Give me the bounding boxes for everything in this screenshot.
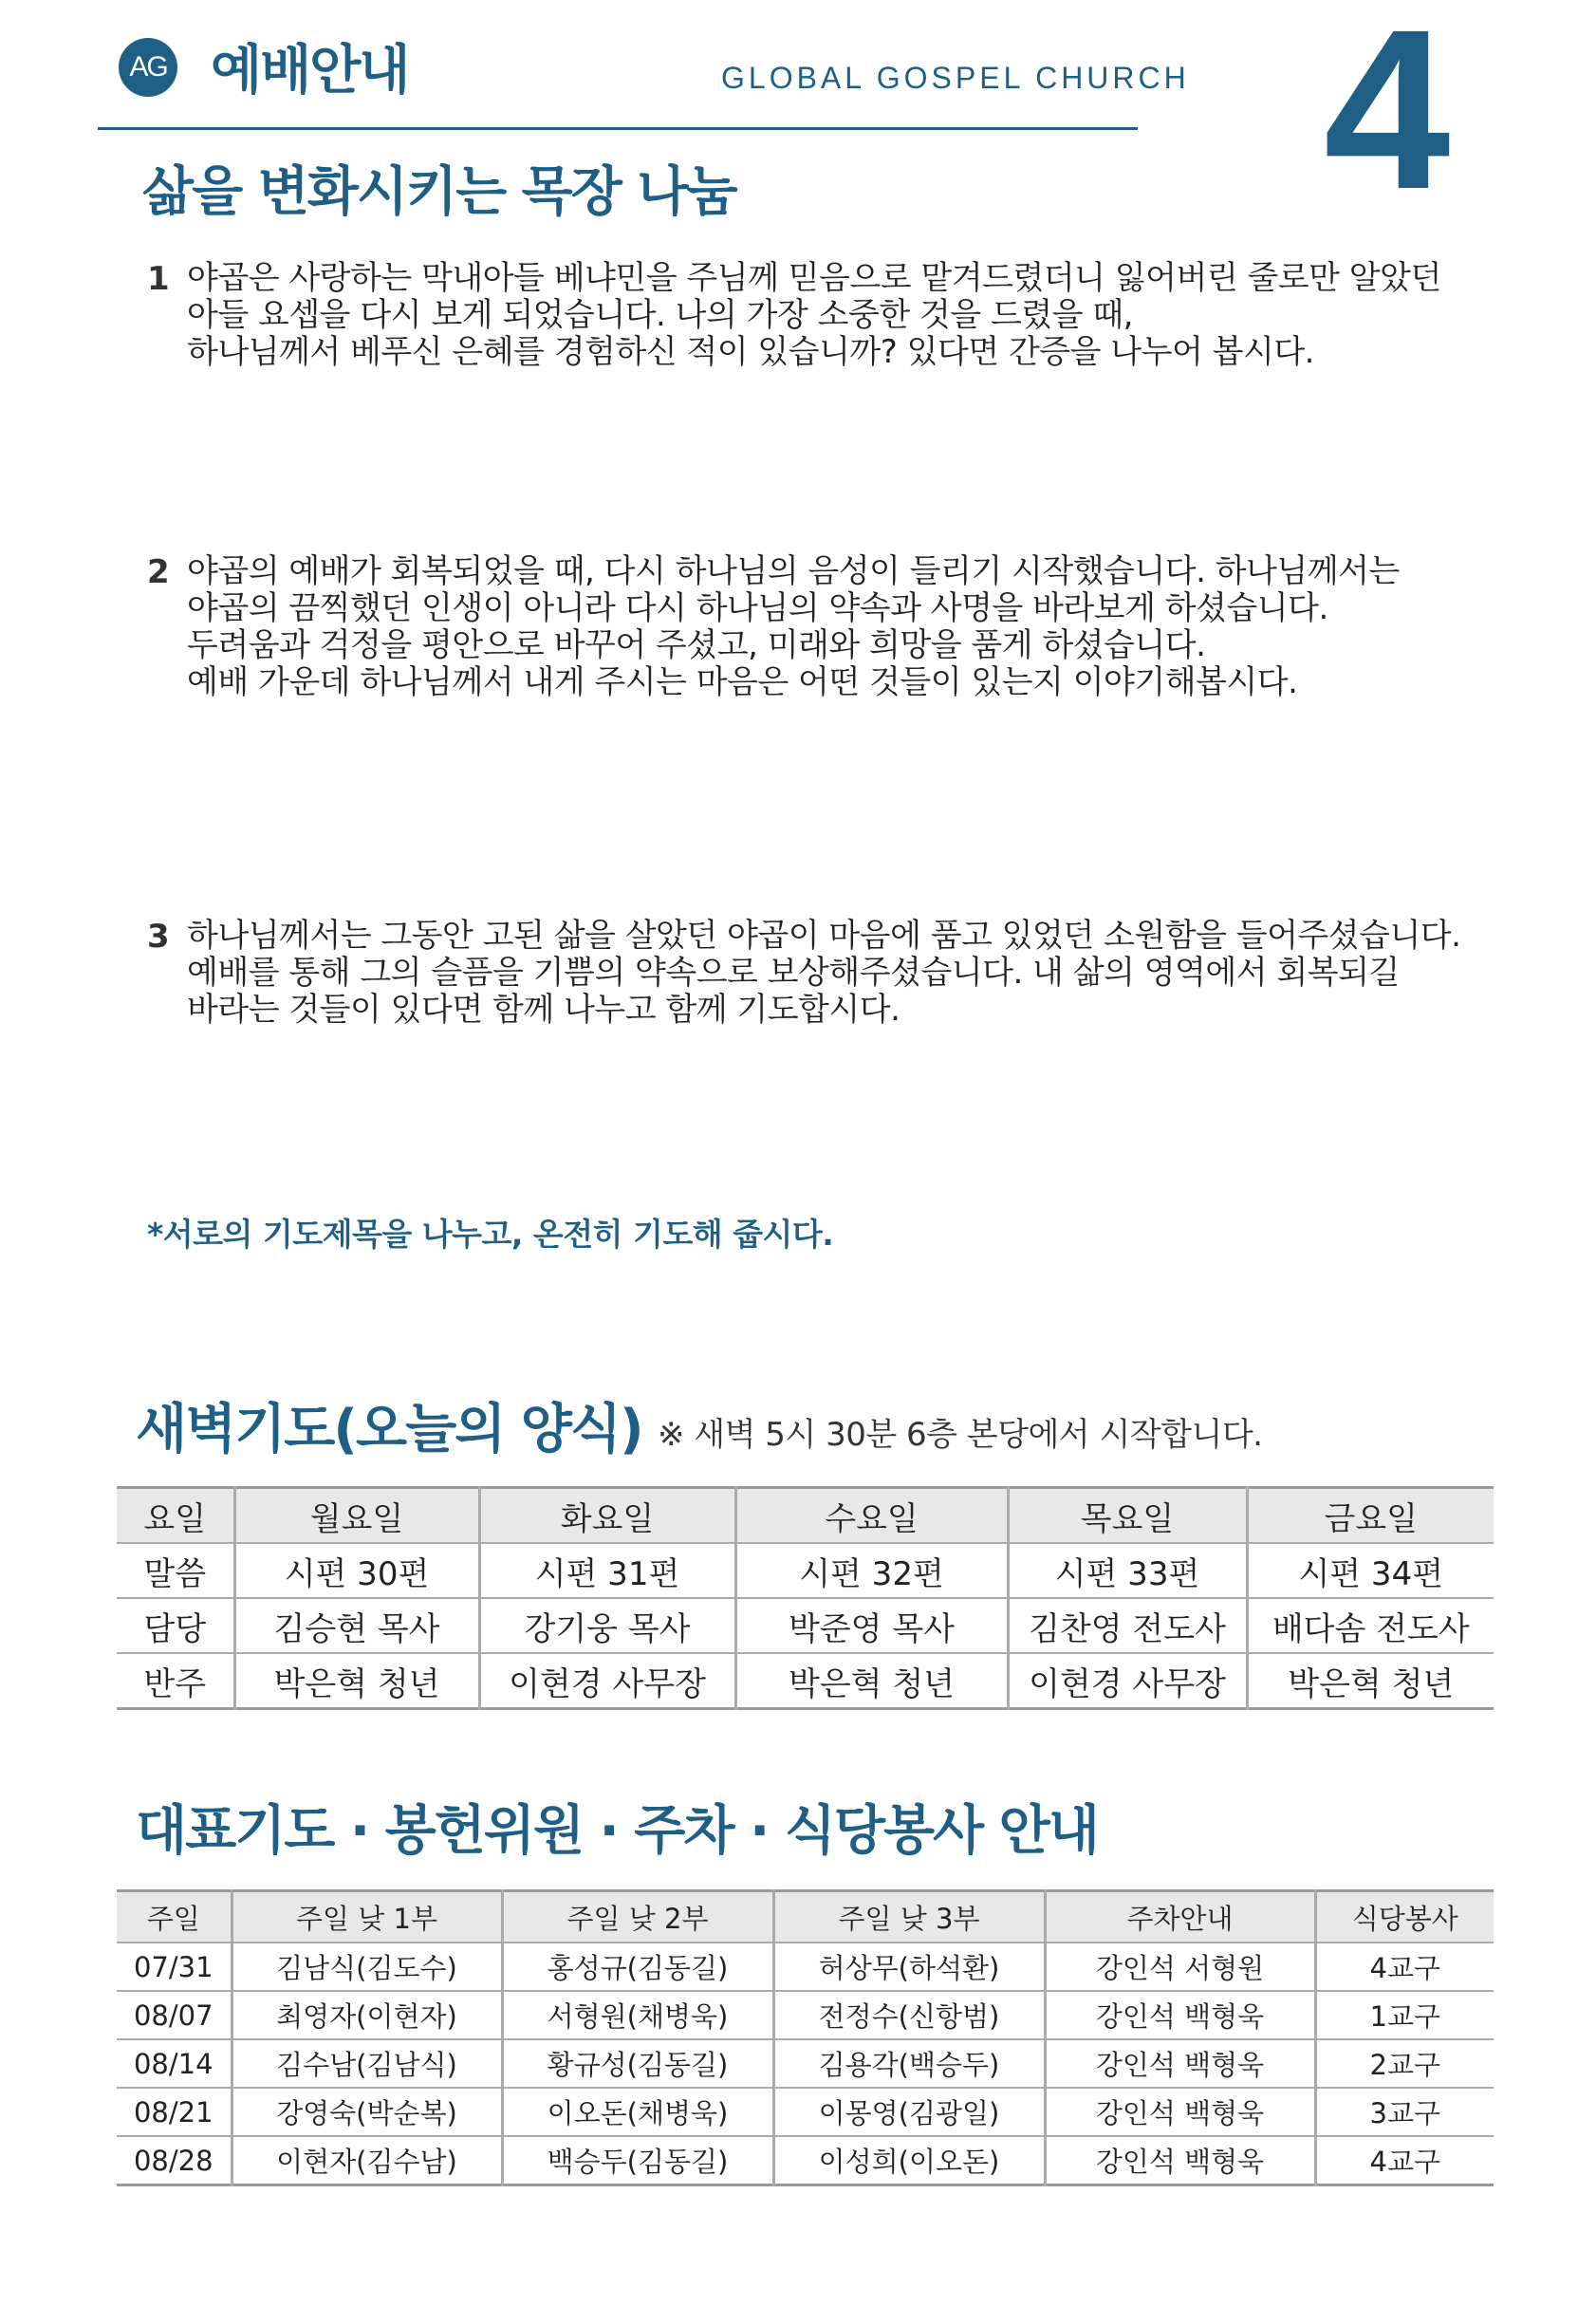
- table-cell: 말씀: [117, 1543, 234, 1598]
- table-cell: 08/14: [117, 2039, 232, 2088]
- table-row: [117, 2136, 1494, 2185]
- table-cell: 김남식(김도수): [232, 1943, 502, 1991]
- table-cell: 서형원(채병욱): [502, 1991, 773, 2039]
- table-cell: 시편 32편: [735, 1543, 1008, 1598]
- table-cell: 시편 34편: [1247, 1543, 1494, 1598]
- church-name: GLOBAL GOSPEL CHURCH: [721, 61, 1190, 95]
- column-header: 주일 낮 3부: [773, 1891, 1045, 1943]
- question-number: 3: [147, 918, 170, 956]
- cell-group-title: 삶을 변화시키는 목장 나눔: [142, 161, 736, 223]
- table-cell: 전정수(신항범): [773, 1991, 1045, 2039]
- table-cell: 백승두(김동길): [502, 2136, 773, 2185]
- column-header: 월요일: [234, 1488, 479, 1544]
- section-label: 예배안내: [211, 40, 409, 102]
- table-cell: 이오돈(채병욱): [502, 2088, 773, 2136]
- table-cell: 시편 30편: [234, 1543, 479, 1598]
- table-cell: 2교구: [1315, 2039, 1494, 2088]
- table-cell: 시편 31편: [479, 1543, 735, 1598]
- table-header-row: [117, 1891, 1494, 1943]
- table-row: [117, 1991, 1494, 2039]
- table-cell: 이현경 사무장: [1008, 1653, 1247, 1709]
- dawn-prayer-title: 새벽기도(오늘의 양식): [136, 1399, 642, 1460]
- table-row: [117, 2088, 1494, 2136]
- table-cell: 이몽영(김광일): [773, 2088, 1045, 2136]
- table-cell: 4교구: [1315, 1943, 1494, 1991]
- table-cell: 강인석 백형욱: [1045, 1991, 1315, 2039]
- table-cell: 시편 33편: [1008, 1543, 1247, 1598]
- question-number: 2: [147, 553, 170, 591]
- table-cell: 이현자(김수남): [232, 2136, 502, 2185]
- service-table: [117, 1889, 1494, 2186]
- column-header: 수요일: [735, 1488, 1008, 1544]
- table-cell: 07/31: [117, 1943, 232, 1991]
- column-header: 금요일: [1247, 1488, 1494, 1544]
- church-logo: AG: [119, 38, 177, 97]
- table-cell: 박준영 목사: [735, 1598, 1008, 1653]
- table-cell: 홍성규(김동길): [502, 1943, 773, 1991]
- table-cell: 08/28: [117, 2136, 232, 2185]
- column-header: 요일: [117, 1488, 234, 1544]
- table-cell: 허상무(하석환): [773, 1943, 1045, 1991]
- table-cell: 김승현 목사: [234, 1598, 479, 1653]
- column-header: 주차안내: [1045, 1891, 1315, 1943]
- table-cell: 4교구: [1315, 2136, 1494, 2185]
- table-cell: 박은혁 청년: [1247, 1653, 1494, 1709]
- table-cell: 배다솜 전도사: [1247, 1598, 1494, 1653]
- table-cell: 강기웅 목사: [479, 1598, 735, 1653]
- dawn-prayer-table: [117, 1486, 1494, 1710]
- table-cell: 강인석 서형원: [1045, 1943, 1315, 1991]
- table-cell: 이현경 사무장: [479, 1653, 735, 1709]
- column-header: 주일 낮 1부: [232, 1891, 502, 1943]
- prayer-note: *서로의 기도제목을 나누고, 온전히 기도해 줍시다.: [147, 1216, 834, 1253]
- question-text: 야곱의 예배가 회복되었을 때, 다시 하나님의 음성이 들리기 시작했습니다. 하나님께서는 야곱의 끔찍했던 인생이 아니라 다시 하나님의 약속과 사명을 바라보게 하셨습니다. 두려움과 걱정을 평안으로 바꾸어 주셨고, 미래와 희망을 품게 하셨습니다. 예배 가운데 하나님께서 내게 주시는 마음은 어떤 것들이 있는지 이야기해봅시다.: [187, 552, 1400, 701]
- table-cell: 강영숙(박순복): [232, 2088, 502, 2136]
- table-row: [117, 1653, 1494, 1709]
- table-cell: 강인석 백형욱: [1045, 2136, 1315, 2185]
- column-header: 목요일: [1008, 1488, 1247, 1544]
- table-header-row: [117, 1488, 1494, 1544]
- table-cell: 담당: [117, 1598, 234, 1653]
- table-cell: 박은혁 청년: [234, 1653, 479, 1709]
- table-cell: 이성희(이오돈): [773, 2136, 1045, 2185]
- table-row: [117, 1598, 1494, 1653]
- dawn-prayer-note: ※ 새벽 5시 30분 6층 본당에서 시작합니다.: [658, 1416, 1263, 1454]
- table-cell: 3교구: [1315, 2088, 1494, 2136]
- table-cell: 박은혁 청년: [735, 1653, 1008, 1709]
- column-header: 주일 낮 2부: [502, 1891, 773, 1943]
- table-cell: 김용각(백승두): [773, 2039, 1045, 2088]
- table-cell: 최영자(이현자): [232, 1991, 502, 2039]
- page-number: 4: [1324, 0, 1451, 236]
- header-divider: [98, 127, 1138, 130]
- table-cell: 반주: [117, 1653, 234, 1709]
- question-text: 야곱은 사랑하는 막내아들 베냐민을 주님께 믿음으로 맡겨드렸더니 잃어버린 줄로만 알았던 아들 요셉을 다시 보게 되었습니다. 나의 가장 소중한 것을 드렸을 때, 하나님께서 베푸신 은혜를 경험하신 적이 있습니까? 있다면 간증을 나누어 봅시다.: [187, 259, 1441, 371]
- column-header: 주일: [117, 1891, 232, 1943]
- table-cell: 강인석 백형욱: [1045, 2088, 1315, 2136]
- table-cell: 김수남(김남식): [232, 2039, 502, 2088]
- table-cell: 황규성(김동길): [502, 2039, 773, 2088]
- table-cell: 강인석 백형욱: [1045, 2039, 1315, 2088]
- table-cell: 08/07: [117, 1991, 232, 2039]
- table-cell: 1교구: [1315, 1991, 1494, 2039]
- column-header: 식당봉사: [1315, 1891, 1494, 1943]
- table-row: [117, 2039, 1494, 2088]
- table-row: [117, 1943, 1494, 1991]
- table-row: [117, 1543, 1494, 1598]
- table-cell: 김찬영 전도사: [1008, 1598, 1247, 1653]
- service-title: 대표기도 · 봉헌위원 · 주차 · 식당봉사 안내: [136, 1800, 1098, 1862]
- column-header: 화요일: [479, 1488, 735, 1544]
- question-number: 1: [147, 260, 170, 298]
- question-text: 하나님께서는 그동안 고된 삶을 살았던 야곱이 마음에 품고 있었던 소원함을 들어주셨습니다. 예배를 통해 그의 슬픔을 기쁨의 약속으로 보상해주셨습니다. 내 삶의 영역에서 회복되길 바라는 것들이 있다면 함께 나누고 함께 기도합시다.: [187, 917, 1461, 1029]
- table-cell: 08/21: [117, 2088, 232, 2136]
